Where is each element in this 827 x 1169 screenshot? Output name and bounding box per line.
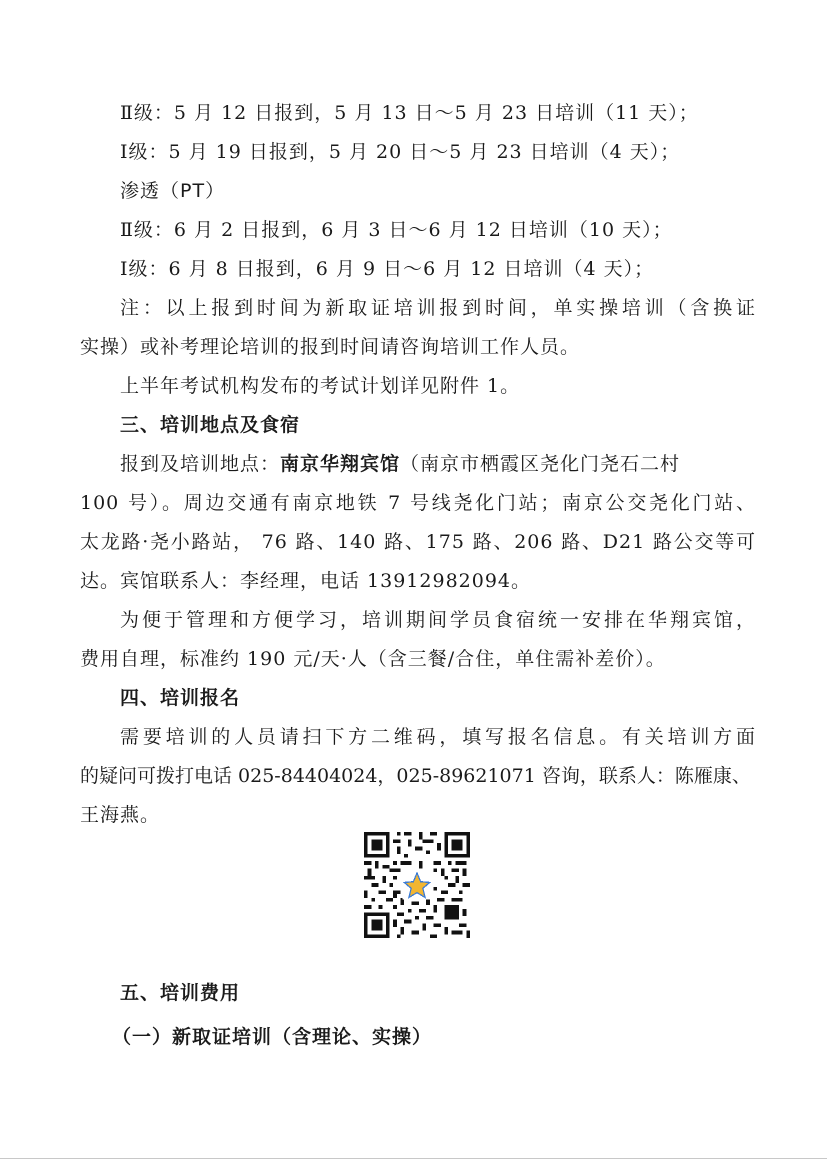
- page-bottom-rule: [0, 1158, 827, 1159]
- schedule-pt-level2: Ⅱ级：6 月 2 日报到，6 月 3 日～6 月 12 日培训（10 天）；: [120, 219, 673, 241]
- note-line-1: 注：以上报到时间为新取证培训报到时间，单实操培训（含换证: [120, 297, 756, 319]
- section-4-title: 四、培训报名: [120, 687, 241, 709]
- section-5-sub-1: （一）新取证培训（含理论、实操）: [112, 1026, 433, 1048]
- schedule-ut-level2: Ⅱ级：5 月 12 日报到，5 月 13 日～5 月 23 日培训（11 天）；: [120, 102, 699, 124]
- registration-line-3: 王海燕。: [80, 804, 161, 826]
- exam-plan-note: 上半年考试机构发布的考试计划详见附件 1。: [120, 375, 521, 397]
- section-5-title: 五、培训费用: [120, 982, 241, 1004]
- location-line-3: 太龙路·尧小路站， 76 路、140 路、175 路、206 路、D21 路公交等可: [80, 531, 756, 553]
- registration-line-2: 的疑问可拨打电话 025-84404024，025-89621071 咨询，联系人：陈雁康、: [80, 765, 751, 787]
- location-line-1: [120, 451, 756, 477]
- hotel-name: 南京华翔宾馆: [280, 453, 401, 475]
- pt-subtitle: 渗透（PT）: [120, 180, 226, 202]
- section-3-title: 三、培训地点及食宿: [120, 414, 301, 436]
- location-line-4: 达。宾馆联系人：李经理，电话 13912982094。: [80, 570, 532, 592]
- board-line-1: 为便于管理和方便学习，培训期间学员食宿统一安排在华翔宾馆，: [120, 609, 756, 631]
- board-line-2: 费用自理，标准约 190 元/天·人（含三餐/合住，单住需补差价）。: [80, 648, 666, 670]
- schedule-pt-level1: Ⅰ级：6 月 8 日报到，6 月 9 日～6 月 12 日培训（4 天）；: [120, 258, 655, 280]
- schedule-ut-level1: Ⅰ级：5 月 19 日报到，5 月 20 日～5 月 23 日培训（4 天）；: [120, 141, 681, 163]
- location-address: （南京市栖霞区尧化门尧石二村: [400, 453, 681, 475]
- registration-line-1: 需要培训的人员请扫下方二维码，填写报名信息。有关培训方面: [120, 726, 756, 748]
- qr-code-icon[interactable]: [364, 832, 470, 938]
- note-line-2: 实操）或补考理论培训的报到时间请咨询培训工作人员。: [80, 336, 581, 358]
- location-label: 报到及培训地点：: [120, 453, 281, 475]
- location-line-2: 100 号）。周边交通有南京地铁 7 号线尧化门站；南京公交尧化门站、: [80, 492, 756, 514]
